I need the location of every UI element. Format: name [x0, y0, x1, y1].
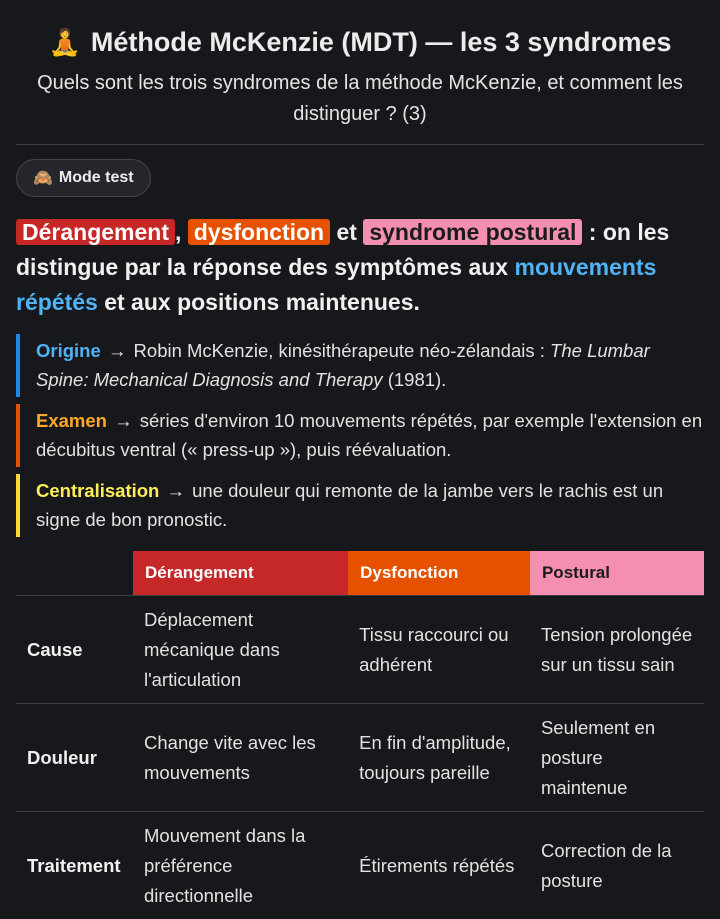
summary-text-2: et aux positions maintenues. — [98, 289, 420, 315]
page-title-text: Méthode McKenzie (MDT) — les 3 syndromes — [91, 27, 672, 57]
note-centralisation — [16, 474, 704, 537]
note-label: Origine — [36, 340, 101, 361]
divider — [16, 144, 704, 145]
table-row-cause — [16, 596, 704, 704]
tag-dysfonction: dysfonction — [188, 219, 330, 245]
summary-answer — [16, 215, 704, 320]
test-mode-label: Mode test — [59, 169, 134, 187]
table-row-traitement — [16, 812, 704, 919]
table-header-row — [16, 551, 704, 596]
note-label: Examen — [36, 410, 107, 431]
arrow-icon: → — [114, 410, 133, 431]
header-corner — [16, 551, 133, 596]
row-label: Cause — [16, 596, 133, 704]
link-mouvements-repetes[interactable]: mouvements répétés — [16, 254, 656, 315]
note-text-after: (1981). — [383, 369, 447, 390]
header-dysfonction: Dysfonction — [348, 551, 530, 596]
summary-separator-2: et — [330, 219, 363, 245]
table-cell: Étirements répétés — [348, 812, 530, 919]
see-no-evil-monkey-icon: 🙈 — [33, 168, 53, 188]
notes-list — [16, 334, 704, 537]
table-cell: Correction de la posture — [530, 812, 704, 919]
syndromes-comparison-table — [16, 551, 704, 919]
note-text: Robin McKenzie, kinésithérapeute néo-zélandais : — [134, 340, 551, 361]
table-cell: Tension prolongée sur un tissu sain — [530, 596, 704, 704]
table-cell: Change vite avec les mouvements — [133, 704, 348, 812]
page-subtitle: Quels sont les trois syndromes de la méthode McKenzie, et comment les distinguer ? (3) — [28, 68, 692, 130]
table-cell: Mouvement dans la préférence directionnelle — [133, 812, 348, 919]
table-cell: Déplacement mécanique dans l'articulation — [133, 596, 348, 704]
table-cell: Tissu raccourci ou adhérent — [348, 596, 530, 704]
table-row-douleur — [16, 704, 704, 812]
note-text: une douleur qui remonte de la jambe vers le rachis est un signe de bon pronostic. — [36, 480, 663, 530]
row-label: Douleur — [16, 704, 133, 812]
summary-separator-1: , — [175, 219, 188, 245]
note-examen — [16, 404, 704, 467]
row-label: Traitement — [16, 812, 133, 919]
header-derangement: Dérangement — [133, 551, 348, 596]
tag-derangement: Dérangement — [16, 219, 175, 245]
tag-syndrome-postural: syndrome postural — [363, 219, 582, 245]
arrow-icon: → — [108, 340, 127, 361]
book-title: The Lumbar Spine: Mechanical Diagnosis and Therapy — [36, 340, 650, 390]
note-origine — [16, 334, 704, 397]
page-title — [16, 0, 704, 60]
summary-text-1: : on les distingue par la réponse des symptômes aux — [16, 219, 669, 280]
note-text: séries d'environ 10 mouvements répétés, par exemple l'extension en décubitus ventral (« press-up »), puis réévaluation. — [36, 410, 702, 460]
meditation-emoji-icon: 🧘 — [49, 24, 81, 60]
test-mode-button[interactable] — [16, 159, 151, 197]
arrow-icon: → — [167, 480, 186, 501]
header-postural: Postural — [530, 551, 704, 596]
table-cell: Seulement en posture maintenue — [530, 704, 704, 812]
table-cell: En fin d'amplitude, toujours pareille — [348, 704, 530, 812]
note-label: Centralisation — [36, 480, 159, 501]
